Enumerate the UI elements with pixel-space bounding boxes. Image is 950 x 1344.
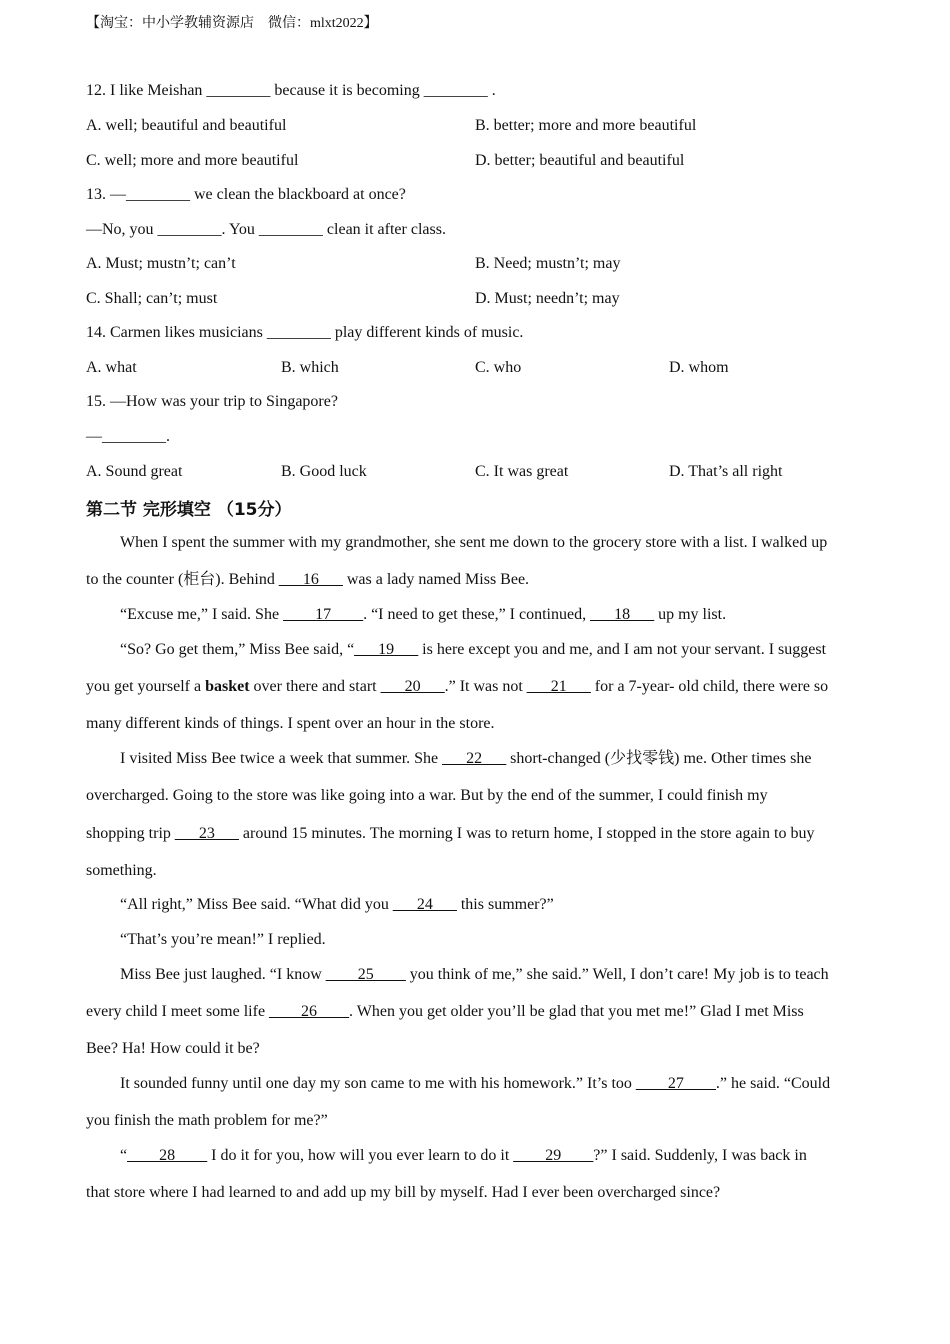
bold-word: basket [205,678,250,695]
passage-line: shopping trip ___23___ around 15 minutes. The morning I was to return home, I stopped in the store again to buy [86,825,815,842]
q15-option-b: B. Good luck [281,463,367,480]
q13-option-a: A. Must; mustn’t; can’t [86,255,236,272]
passage-line: you get yourself a basket over there and start ___20___.” It was not ___21___ for a 7-year- old child, there were so [86,678,829,695]
blank-28: ____28____ [127,1147,208,1164]
passage-line: you finish the math problem for me?” [86,1112,328,1129]
blank-16: ___16___ [278,571,343,588]
q12-option-c: C. well; more and more beautiful [86,152,299,169]
question-15-stem-2: —________. [86,428,170,445]
blank-17: ____17____ [283,606,364,623]
q15-option-a: A. Sound great [86,463,183,480]
passage-line: “That’s you’re mean!” I replied. [120,931,326,948]
q13-option-d: D. Must; needn’t; may [475,290,620,307]
q12-option-b: B. better; more and more beautiful [475,117,697,134]
passage-line: “So? Go get them,” Miss Bee said, “___19___ is here except you and me, and I am not your servant. I suggest [120,641,827,658]
blank-26: ____26____ [269,1003,350,1020]
q15-option-d: D. That’s all right [669,463,783,480]
passage-line: overcharged. Going to the store was like going into a war. But by the end of the summer, I could finish my [86,787,768,804]
blank-19: ___19___ [354,641,419,658]
passage-line: “All right,” Miss Bee said. “What did you ___24___ this summer?” [120,896,554,913]
passage-line: When I spent the summer with my grandmother, she sent me down to the grocery store with a list. I walked up [120,534,828,551]
q14-option-a: A. what [86,359,137,376]
question-15-stem: 15. —How was your trip to Singapore? [86,393,338,410]
blank-24: ___24___ [392,896,457,913]
q12-option-a: A. well; beautiful and beautiful [86,117,287,134]
blank-18: ___18___ [590,606,655,623]
q12-option-d: D. better; beautiful and beautiful [475,152,685,169]
passage-line: It sounded funny until one day my son came to me with his homework.” It’s too ____27____.” he said. “Could [120,1075,831,1092]
passage-line: that store where I had learned to and add up my bill by myself. Had I ever been overcharged since? [86,1184,721,1201]
question-13-stem: 13. —________ we clean the blackboard at once? [86,186,406,203]
page-header: 【淘宝：中小学教辅资源店 微信：mlxt2022】 [86,16,378,31]
blank-23: ___23___ [174,825,239,842]
passage-line: to the counter (柜台). Behind ___16___ was a lady named Miss Bee. [86,571,530,588]
passage-line: “____28____ I do it for you, how will you ever learn to do it ____29____?” I said. Suddenly, I was back in [120,1147,807,1164]
passage-line: “Excuse me,” I said. She ____17____. “I need to get these,” I continued, ___18___ up my list. [120,606,727,623]
q13-option-c: C. Shall; can’t; must [86,290,218,307]
q14-option-d: D. whom [669,359,729,376]
q15-option-c: C. It was great [475,463,569,480]
question-13-stem-2: —No, you ________. You ________ clean it after class. [86,221,446,238]
q14-option-c: C. who [475,359,522,376]
section-title: 第二节 完形填空 （15分） [86,500,292,520]
question-12-stem: 12. I like Meishan ________ because it is becoming ________ . [86,82,496,99]
blank-29: ____29____ [513,1147,594,1164]
passage-line: many different kinds of things. I spent over an hour in the store. [86,715,495,732]
passage-line: Bee? Ha! How could it be? [86,1040,260,1057]
blank-25: ____25____ [325,966,406,983]
question-14-stem: 14. Carmen likes musicians ________ play different kinds of music. [86,324,524,341]
blank-22: ___22___ [442,750,507,767]
blank-20: ___20___ [380,678,445,695]
q13-option-b: B. Need; mustn’t; may [475,255,621,272]
q14-option-b: B. which [281,359,339,376]
passage-line: Miss Bee just laughed. “I know ____25____ you think of me,” she said.” Well, I don’t care! My job is to teach [120,966,829,983]
passage-line: every child I meet some life ____26____. When you get older you’ll be glad that you met me!” Glad I met Miss [86,1003,804,1020]
passage-line: I visited Miss Bee twice a week that summer. She ___22___ short-changed (少找零钱) me. Other times she [120,750,812,767]
passage-line: something. [86,862,157,879]
blank-27: ____27____ [635,1075,716,1092]
blank-21: ___21___ [526,678,591,695]
